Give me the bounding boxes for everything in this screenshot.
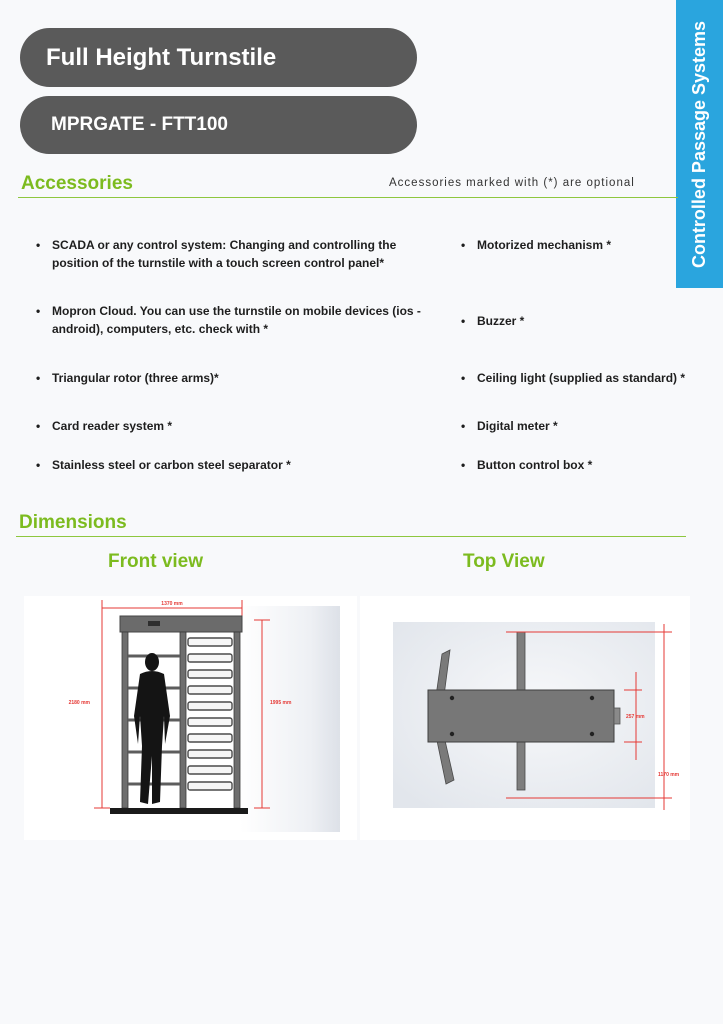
accessory-item: • Buzzer * [461, 312, 711, 330]
accessory-item: • Button control box * [461, 456, 711, 474]
top-view-title: Top View [463, 551, 545, 572]
accessory-item: • Stainless steel or carbon steel separator * [36, 456, 436, 474]
model-name: MPRGATE - FTT100 [51, 114, 228, 135]
page-title: Full Height Turnstile [46, 43, 277, 71]
front-inner-height-label: 1995 mm [270, 700, 292, 706]
front-height-label: 2180 mm [68, 700, 90, 706]
front-view-title: Front view [108, 551, 204, 572]
accessory-item: • SCADA or any control system: Changing and controlling the position of the turnstile with a touch screen control panel* [36, 236, 431, 272]
dimensions-divider [16, 536, 686, 537]
model-banner [20, 96, 417, 154]
accessory-item: • Motorized mechanism * [461, 236, 711, 254]
accessory-item: • Card reader system * [36, 417, 436, 435]
accessories-note: Accessories marked with (*) are optional [389, 177, 635, 189]
top-length-label: 1170 mm [658, 772, 680, 778]
accessory-item: • Mopron Cloud. You can use the turnstile on mobile devices (ios - android), computers, etc. check with * [36, 302, 436, 338]
accessory-item: • Digital meter * [461, 417, 711, 435]
accessories-divider [18, 197, 678, 198]
title-banner [20, 28, 417, 87]
top-view-drawing [360, 596, 690, 840]
accessory-item: • Ceiling light (supplied as standard) * [461, 369, 716, 387]
front-width-label: 1370 mm [161, 601, 183, 607]
accessories-heading: Accessories [21, 173, 133, 194]
front-view-drawing [24, 596, 357, 840]
dimensions-heading: Dimensions [19, 512, 127, 533]
side-tab-label: Controlled Passage Systems [689, 20, 710, 268]
top-depth-label: 257 mm [626, 714, 645, 720]
accessory-item: • Triangular rotor (three arms)* [36, 369, 436, 387]
